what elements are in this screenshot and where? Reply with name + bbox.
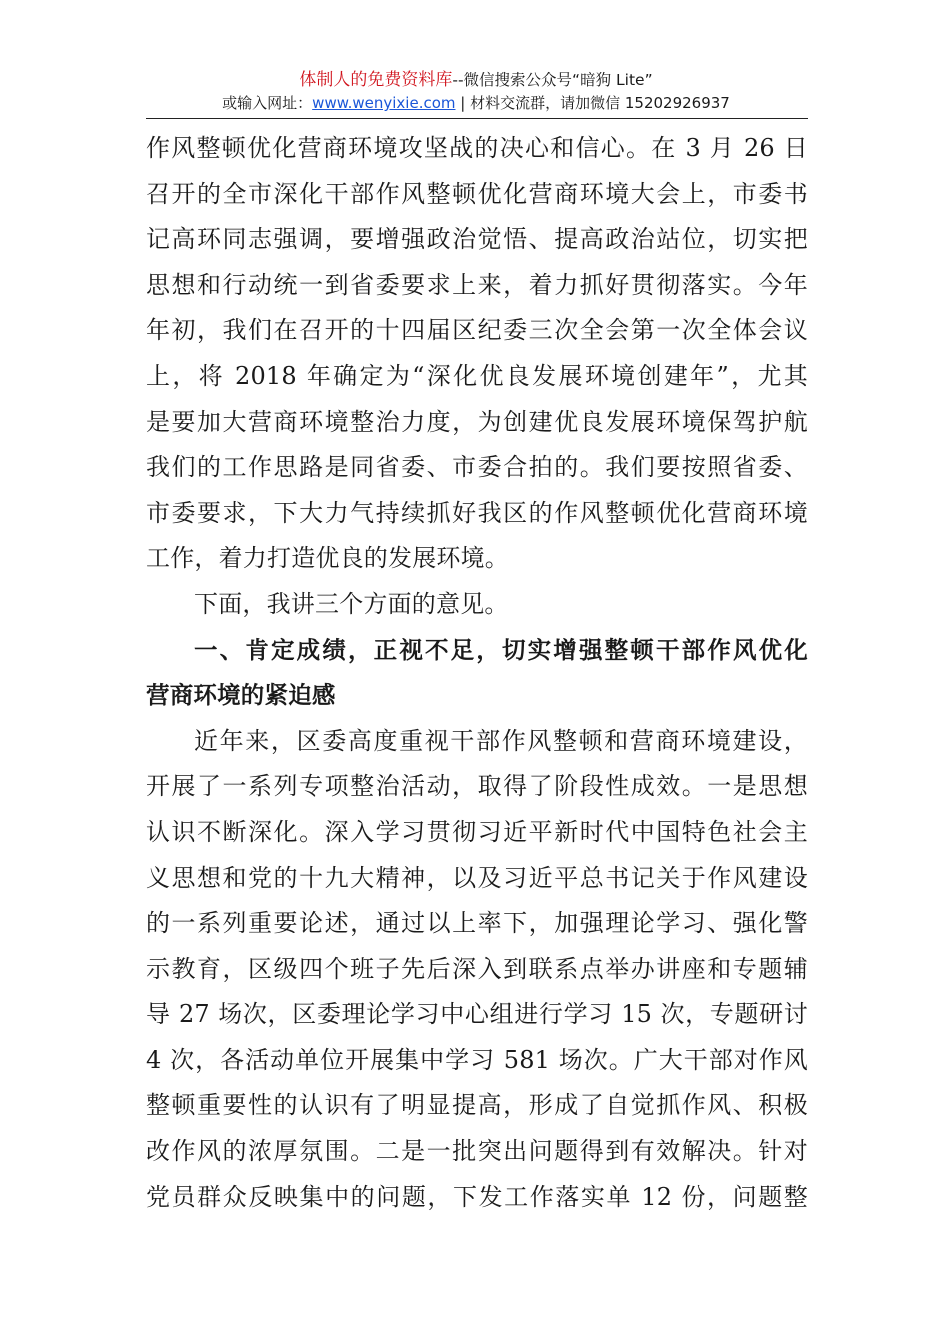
body-line: 改作风的浓厚氛围。二是一批突出问题得到有效解决。针对 [146,1137,808,1166]
body-line: 开展了一系列专项整治活动，取得了阶段性成效。一是思想 [146,772,808,801]
header-url-link[interactable]: www.wenyixie.com [312,94,456,112]
header-url-prefix: 或输入网址： [222,94,313,112]
header-tagline: --微信搜索公众号“暗狗 Lite” [452,71,653,89]
body-line: 上，将 2018 年确定为“深化优良发展环境创建年”，尤其 [146,361,808,390]
section-heading-line: 营商环境的紧迫感 [146,681,336,710]
body-line: 我们的工作思路是同省委、市委合拍的。我们要按照省委、 [146,453,808,482]
header-divider [146,118,808,119]
document-body [146,126,808,1220]
section-heading-line: 一、肯定成绩，正视不足，切实增强整顿干部作风优化 [194,635,808,664]
body-line: 市委要求，下大力气持续抓好我区的作风整顿优化营商环境 [146,498,808,527]
header-brand: 体制人的免费资料库 [299,70,453,90]
body-line: 作风整顿优化营商环境攻坚战的决心和信心。在 3 月 26 日 [146,134,808,162]
body-line: 示教育，区级四个班子先后深入到联系点举办讲座和专题辅 [146,954,808,983]
body-line: 年初，我们在召开的十四届区纪委三次全会第一次全体会议 [146,316,808,345]
body-line: 整顿重要性的认识有了明显提高，形成了自觉抓作风、积极 [146,1091,808,1120]
body-line: 认识不断深化。深入学习贯彻习近平新时代中国特色社会主 [146,817,808,846]
header-contact: | 材料交流群，请加微信 15202926937 [455,94,730,112]
document-header [146,68,806,114]
header-line-1 [146,68,806,92]
body-line: 召开的全市深化干部作风整顿优化营商环境大会上，市委书 [146,179,808,208]
body-line: 近年来，区委高度重视干部作风整顿和营商环境建设， [194,726,808,755]
body-line: 义思想和党的十九大精神，以及习近平总书记关于作风建设 [146,863,808,892]
body-line: 思想和行动统一到省委要求上来，着力抓好贯彻落实。今年 [146,270,808,299]
header-line-2 [146,92,806,114]
body-line: 的一系列重要论述，通过以上率下，加强理论学习、强化警 [146,909,808,938]
body-line: 工作，着力打造优良的发展环境。 [146,544,509,573]
body-line: 记高环同志强调，要增强政治觉悟、提高政治站位，切实把 [146,225,808,254]
body-line: 4 次，各活动单位开展集中学习 581 场次。广大干部对作风 [146,1045,808,1074]
body-line: 是要加大营商环境整治力度，为创建优良发展环境保驾护航 [146,407,808,436]
body-line: 党员群众反映集中的问题，下发工作落实单 12 份，问题整 [146,1182,808,1211]
body-line: 下面，我讲三个方面的意见。 [194,589,509,618]
body-line: 导 27 场次，区委理论学习中心组进行学习 15 次，专题研讨 [146,1000,808,1029]
